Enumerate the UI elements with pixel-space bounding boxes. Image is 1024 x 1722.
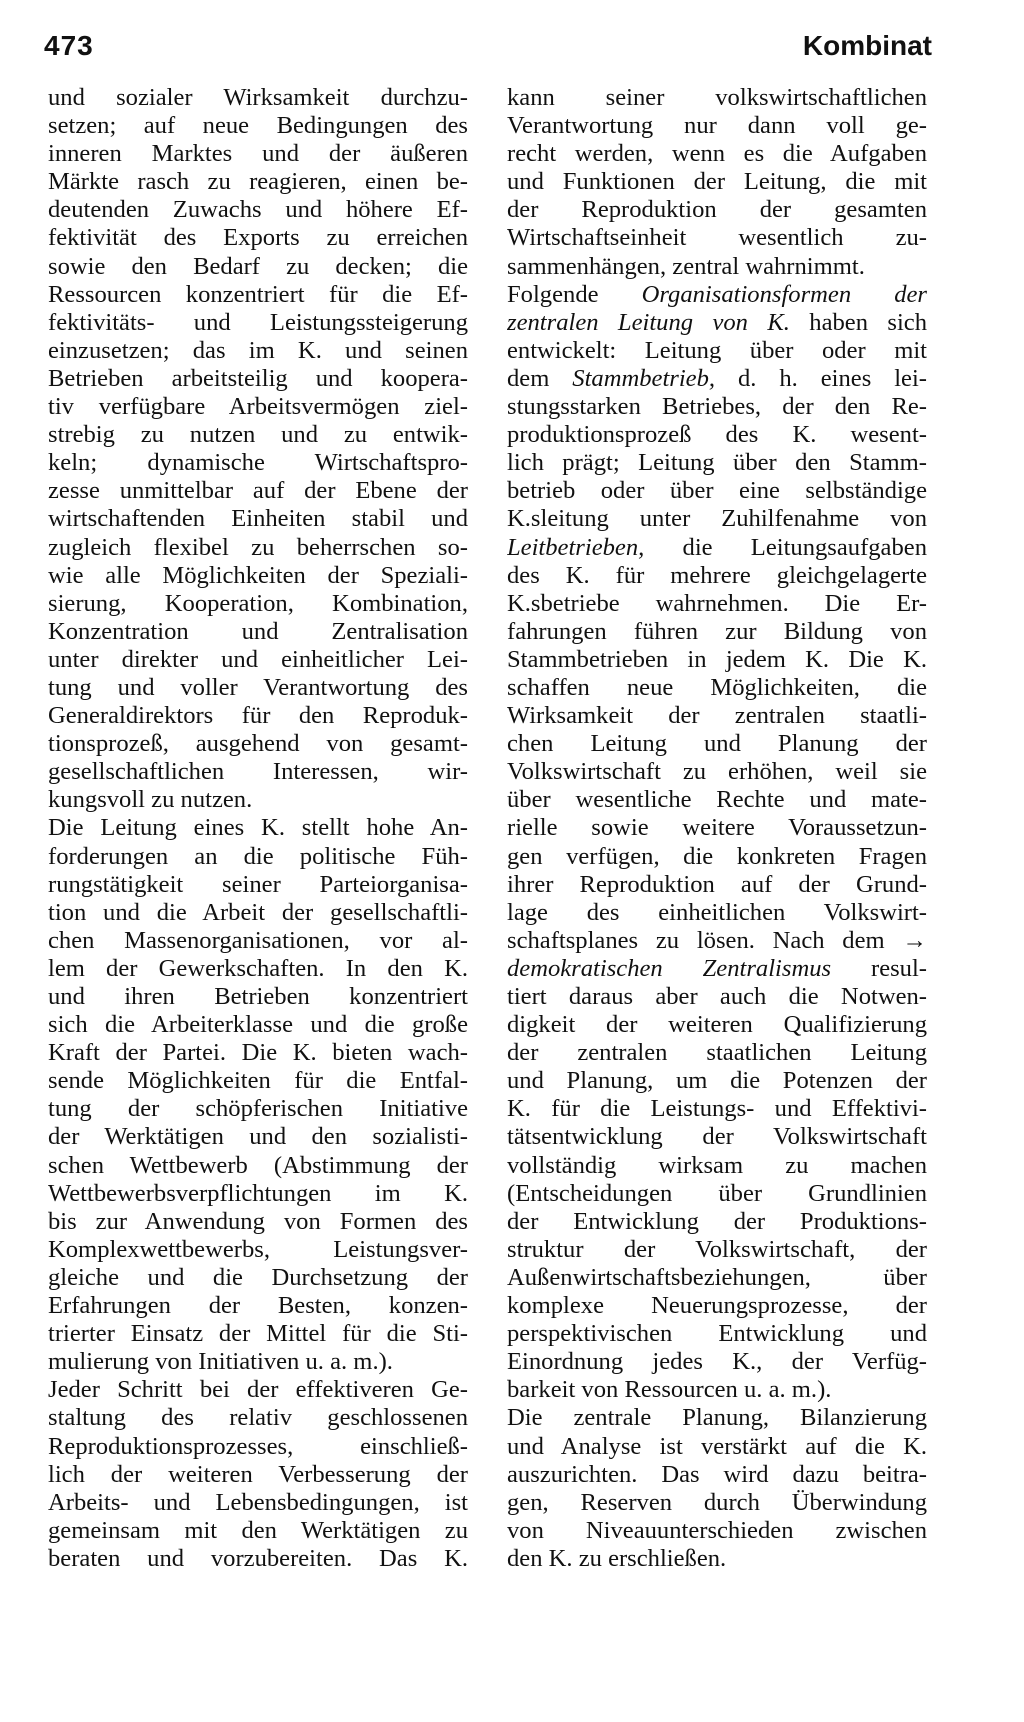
right-column-line — [507, 1376, 927, 1404]
text-run: Außenwirtschaftsbeziehungen, über — [507, 1263, 927, 1291]
left-column-line — [48, 927, 468, 955]
text-run: rungstätigkeit seiner Parteiorganisa- — [48, 870, 468, 898]
left-column-line — [48, 505, 468, 533]
text-run: Ressourcen konzentriert für die Ef- — [48, 280, 468, 308]
italic-term: Stammbetrieb, — [572, 364, 716, 392]
text-run: zugleich flexibel zu beherrschen so- — [48, 533, 468, 561]
text-run: K.sbetriebe wahrnehmen. Die Er- — [507, 589, 927, 617]
text-run: gen, Reserven durch Überwindung — [507, 1488, 927, 1516]
text-run: Erfahrungen der Besten, konzen- — [48, 1292, 468, 1320]
text-run: inneren Marktes und der äußeren — [48, 140, 468, 168]
text-run: zesse unmittelbar auf der Ebene der — [48, 477, 468, 505]
right-column-line — [507, 253, 927, 281]
right-column-line — [507, 814, 927, 842]
text-run: des K. für mehrere gleichgelagerte — [507, 561, 927, 589]
left-column-line — [48, 112, 468, 140]
right-column-line — [507, 1517, 927, 1545]
text-run: tung und voller Verantwortung des — [48, 673, 468, 701]
text-run: Die zentrale Planung, Bilanzierung — [507, 1404, 927, 1432]
text-run: staltung des relativ geschlossenen — [48, 1404, 468, 1432]
text-run: über wesentliche Rechte und mate- — [507, 786, 927, 814]
text-run: dem — [507, 364, 573, 392]
text-run: vollständig wirksam zu machen — [507, 1151, 927, 1179]
text-run: und Analyse ist verstärkt auf die K. — [507, 1432, 927, 1460]
text-run: die Leitungsaufgaben — [644, 533, 927, 561]
text-run: Wettbewerbsverpflichtungen im K. — [48, 1179, 468, 1207]
italic-term: Organisationsformen der — [641, 280, 927, 308]
right-column-line — [507, 1123, 927, 1151]
text-run: d. h. eines lei- — [715, 364, 927, 392]
text-run: unter direkter und einheitlicher Lei- — [48, 645, 468, 673]
right-column-line — [507, 1292, 927, 1320]
left-column-line — [48, 674, 468, 702]
right-column-line — [507, 674, 927, 702]
text-run: mulierung von Initiativen u. a. m.). — [48, 1348, 393, 1376]
right-column-line — [507, 730, 927, 758]
text-run: gesellschaftlichen Interessen, wir- — [48, 758, 468, 786]
text-run: entwickelt: Leitung über oder mit — [507, 336, 927, 364]
left-column-line — [48, 758, 468, 786]
left-column-line — [48, 1039, 468, 1067]
text-run: tion und die Arbeit der gesellschaftli- — [48, 898, 468, 926]
text-run: (Entscheidungen über Grundlinien — [507, 1179, 927, 1207]
text-run: tionsprozeß, ausgehend von gesamt- — [48, 730, 468, 758]
right-column-line — [507, 534, 927, 562]
text-run: barkeit von Ressourcen u. a. m.). — [507, 1376, 832, 1404]
right-column-line — [507, 590, 927, 618]
left-column-line — [48, 140, 468, 168]
right-column-line — [507, 955, 927, 983]
left-column-line — [48, 899, 468, 927]
left-column-line — [48, 1545, 468, 1573]
left-column-line — [48, 814, 468, 842]
text-run: setzen; auf neue Bedingungen des — [48, 112, 468, 140]
right-column-line — [507, 843, 927, 871]
text-run: K. für die Leistungs- und Effektivi- — [507, 1095, 927, 1123]
text-run: ihrer Reproduktion auf der Grund- — [507, 870, 927, 898]
text-run: fektivität des Exports zu erreichen — [48, 224, 468, 252]
text-run: recht werden, wenn es die Aufgaben — [507, 140, 927, 168]
text-run: schaftsplanes zu lösen. Nach dem → — [507, 926, 927, 954]
text-run: Volkswirtschaft zu erhöhen, weil sie — [507, 758, 927, 786]
text-run: Reproduktionsprozesses, einschließ- — [48, 1432, 468, 1460]
right-column-line — [507, 1039, 927, 1067]
text-run: lich prägt; Leitung über den Stamm- — [507, 449, 927, 477]
left-column-line — [48, 646, 468, 674]
text-run: keln; dynamische Wirtschaftspro- — [48, 449, 468, 477]
right-column-line — [507, 646, 927, 674]
right-column-line — [507, 112, 927, 140]
right-column-line — [507, 168, 927, 196]
text-run: schaffen neue Möglichkeiten, die — [507, 673, 927, 701]
text-run: gen verfügen, die konkreten Fragen — [507, 842, 927, 870]
text-run: der Werktätigen und den sozialisti- — [48, 1123, 468, 1151]
text-run: Die Leitung eines K. stellt hohe An- — [48, 814, 468, 842]
right-column-line — [507, 1208, 927, 1236]
text-run: Betrieben arbeitsteilig und koopera- — [48, 364, 468, 392]
text-run: K.sleitung unter Zuhilfenahme von — [507, 505, 927, 533]
right-column-line — [507, 1067, 927, 1095]
text-run: digkeit der weiteren Qualifizierung — [507, 1011, 927, 1039]
left-column-line — [48, 84, 468, 112]
text-run: forderungen an die politische Füh- — [48, 842, 468, 870]
right-column-line — [507, 1404, 927, 1432]
text-run: Stammbetrieben in jedem K. Die K. — [507, 645, 927, 673]
text-run: sierung, Kooperation, Kombination, — [48, 589, 468, 617]
left-column-line — [48, 955, 468, 983]
right-column-line — [507, 337, 927, 365]
text-run: und Planung, um die Potenzen der — [507, 1067, 927, 1095]
left-column-line — [48, 1404, 468, 1432]
right-column-line — [507, 983, 927, 1011]
right-column-line — [507, 505, 927, 533]
text-run: stungsstarken Betriebes, der den Re- — [507, 393, 927, 421]
left-column-line — [48, 337, 468, 365]
left-column-line — [48, 1489, 468, 1517]
left-column-line — [48, 983, 468, 1011]
left-column-line — [48, 1067, 468, 1095]
left-column-line — [48, 786, 468, 814]
right-column-line — [507, 1348, 927, 1376]
text-run: lage des einheitlichen Volkswirt- — [507, 898, 927, 926]
right-column-line — [507, 758, 927, 786]
right-column-line — [507, 1264, 927, 1292]
left-column-line — [48, 534, 468, 562]
left-column-line — [48, 253, 468, 281]
right-column-line — [507, 1433, 927, 1461]
text-run: haben sich — [789, 308, 927, 336]
right-column-line — [507, 84, 927, 112]
left-column-line — [48, 562, 468, 590]
text-run: der Reproduktion der gesamten — [507, 196, 927, 224]
right-column-line — [507, 618, 927, 646]
text-run: tiv verfügbare Arbeitsvermögen ziel- — [48, 393, 468, 421]
text-run: Kraft der Partei. Die K. bieten wach- — [48, 1039, 468, 1067]
left-column-line — [48, 1095, 468, 1123]
right-column-line — [507, 786, 927, 814]
text-run: deutenden Zuwachs und höhere Ef- — [48, 196, 468, 224]
text-run: Einordnung jedes K., der Verfüg- — [507, 1348, 927, 1376]
right-column-line — [507, 1320, 927, 1348]
text-run: Arbeits- und Lebensbedingungen, ist — [48, 1488, 468, 1516]
text-run: Konzentration und Zentralisation — [48, 617, 468, 645]
italic-term: demokratischen Zentralismus — [507, 954, 832, 982]
text-run: tung der schöpferischen Initiative — [48, 1095, 468, 1123]
left-column-line — [48, 365, 468, 393]
text-run: gleiche und die Durchsetzung der — [48, 1263, 468, 1291]
text-run: und sozialer Wirksamkeit durchzu- — [48, 84, 468, 111]
right-text-column — [507, 84, 927, 1573]
left-column-line — [48, 449, 468, 477]
left-column-line — [48, 1236, 468, 1264]
italic-term: Leitbetrieben, — [507, 533, 645, 561]
right-column-line — [507, 1545, 927, 1573]
right-column-line — [507, 224, 927, 252]
text-run: perspektivischen Entwicklung und — [507, 1320, 927, 1348]
text-run: sowie den Bedarf zu decken; die — [48, 252, 468, 280]
page-number: 473 — [44, 30, 94, 61]
text-run: betrieb oder über eine selbständige — [507, 477, 927, 505]
left-column-line — [48, 843, 468, 871]
left-column-line — [48, 309, 468, 337]
text-run: chen Massenorganisationen, vor al- — [48, 926, 468, 954]
right-column-line — [507, 1095, 927, 1123]
left-column-line — [48, 1433, 468, 1461]
left-column-line — [48, 281, 468, 309]
text-run: und ihren Betrieben konzentriert — [48, 983, 468, 1010]
text-run: Komplexwettbewerbs, Leistungsver- — [48, 1235, 468, 1263]
text-run: und Funktionen der Leitung, die mit — [507, 168, 927, 196]
left-column-line — [48, 224, 468, 252]
left-column-line — [48, 1461, 468, 1489]
text-run: kann seiner volkswirtschaftlichen — [507, 84, 927, 111]
right-column-line — [507, 1180, 927, 1208]
right-column-line — [507, 562, 927, 590]
right-column-line — [507, 1011, 927, 1039]
right-column-line — [507, 1236, 927, 1264]
left-column-line — [48, 1208, 468, 1236]
right-column-line — [507, 1489, 927, 1517]
text-run: komplexe Neuerungsprozesse, der — [507, 1292, 927, 1320]
text-run: Folgende — [507, 280, 642, 308]
right-column-line — [507, 140, 927, 168]
text-run: kungsvoll zu nutzen. — [48, 786, 253, 814]
text-run: fahrungen führen zur Bildung von — [507, 617, 927, 645]
right-column-line — [507, 449, 927, 477]
text-run: Jeder Schritt bei der effektiveren Ge- — [48, 1376, 468, 1404]
left-column-line — [48, 1292, 468, 1320]
left-column-line — [48, 1376, 468, 1404]
right-column-line — [507, 309, 927, 337]
text-run: Wirtschaftseinheit wesentlich zu- — [507, 224, 927, 252]
text-run: trierter Einsatz der Mittel für die Sti- — [48, 1320, 468, 1348]
text-run: tätsentwicklung der Volkswirtschaft — [507, 1123, 927, 1151]
right-column-line — [507, 365, 927, 393]
text-run: resul- — [831, 954, 927, 982]
text-run: der zentralen staatlichen Leitung — [507, 1039, 927, 1067]
left-column-line — [48, 421, 468, 449]
right-column-line — [507, 393, 927, 421]
text-run: struktur der Volkswirtschaft, der — [507, 1235, 927, 1263]
left-column-line — [48, 393, 468, 421]
text-run: sich die Arbeiterklasse und die große — [48, 1011, 468, 1039]
text-run: Verantwortung nur dann voll ge- — [507, 112, 927, 140]
text-run: gemeinsam mit den Werktätigen zu — [48, 1516, 468, 1544]
right-column-line — [507, 196, 927, 224]
left-column-line — [48, 618, 468, 646]
text-run: beraten und vorzubereiten. Das K. — [48, 1544, 468, 1572]
text-run: wirtschaftenden Einheiten stabil und — [48, 505, 468, 533]
left-column-line — [48, 1320, 468, 1348]
right-column-line — [507, 927, 927, 955]
running-head: Kombinat — [802, 30, 932, 61]
text-run: fektivitäts- und Leistungssteigerung — [48, 308, 468, 336]
italic-term: zentralen Leitung von K. — [507, 308, 790, 336]
left-column-line — [48, 1348, 468, 1376]
left-column-line — [48, 730, 468, 758]
text-run: Generaldirektors für den Reproduk- — [48, 702, 468, 730]
left-column-line — [48, 1264, 468, 1292]
left-column-line — [48, 1180, 468, 1208]
right-column-line — [507, 899, 927, 927]
left-column-line — [48, 1011, 468, 1039]
text-run: einzusetzen; das im K. und seinen — [48, 336, 468, 364]
text-run: Märkte rasch zu reagieren, einen be- — [48, 168, 468, 196]
text-run: wie alle Möglichkeiten der Speziali- — [48, 561, 468, 589]
right-column-line — [507, 871, 927, 899]
text-run: schen Wettbewerb (Abstimmung der — [48, 1151, 468, 1179]
left-column-line — [48, 702, 468, 730]
text-run: sende Möglichkeiten für die Entfal- — [48, 1067, 468, 1095]
left-column-line — [48, 590, 468, 618]
left-column-line — [48, 871, 468, 899]
text-run: chen Leitung und Planung der — [507, 730, 927, 758]
right-column-line — [507, 477, 927, 505]
text-run: lem der Gewerkschaften. In den K. — [48, 954, 468, 982]
right-column-line — [507, 281, 927, 309]
text-run: von Niveauunterschieden zwischen — [507, 1516, 927, 1544]
right-column-line — [507, 421, 927, 449]
left-column-line — [48, 477, 468, 505]
text-run: bis zur Anwendung von Formen des — [48, 1207, 468, 1235]
right-column-line — [507, 1461, 927, 1489]
text-run: der Entwicklung der Produktions- — [507, 1207, 927, 1235]
left-column-line — [48, 1123, 468, 1151]
left-column-line — [48, 196, 468, 224]
left-column-line — [48, 1517, 468, 1545]
text-run: auszurichten. Das wird dazu beitra- — [507, 1460, 927, 1488]
text-run: lich der weiteren Verbesserung der — [48, 1460, 468, 1488]
text-run: den K. zu erschließen. — [507, 1544, 727, 1572]
text-run: Wirksamkeit der zentralen staatli- — [507, 702, 927, 730]
text-run: produktionsprozeß des K. wesent- — [507, 421, 927, 449]
text-run: strebig zu nutzen und zu entwik- — [48, 421, 468, 449]
right-column-line — [507, 702, 927, 730]
left-column-line — [48, 1152, 468, 1180]
left-column-line — [48, 168, 468, 196]
text-run: rielle sowie weitere Voraussetzun- — [507, 814, 927, 842]
left-text-column — [48, 84, 468, 1573]
text-run: tiert daraus aber auch die Notwen- — [507, 983, 927, 1010]
right-column-line — [507, 1152, 927, 1180]
text-run: sammenhängen, zentral wahrnimmt. — [507, 252, 865, 280]
